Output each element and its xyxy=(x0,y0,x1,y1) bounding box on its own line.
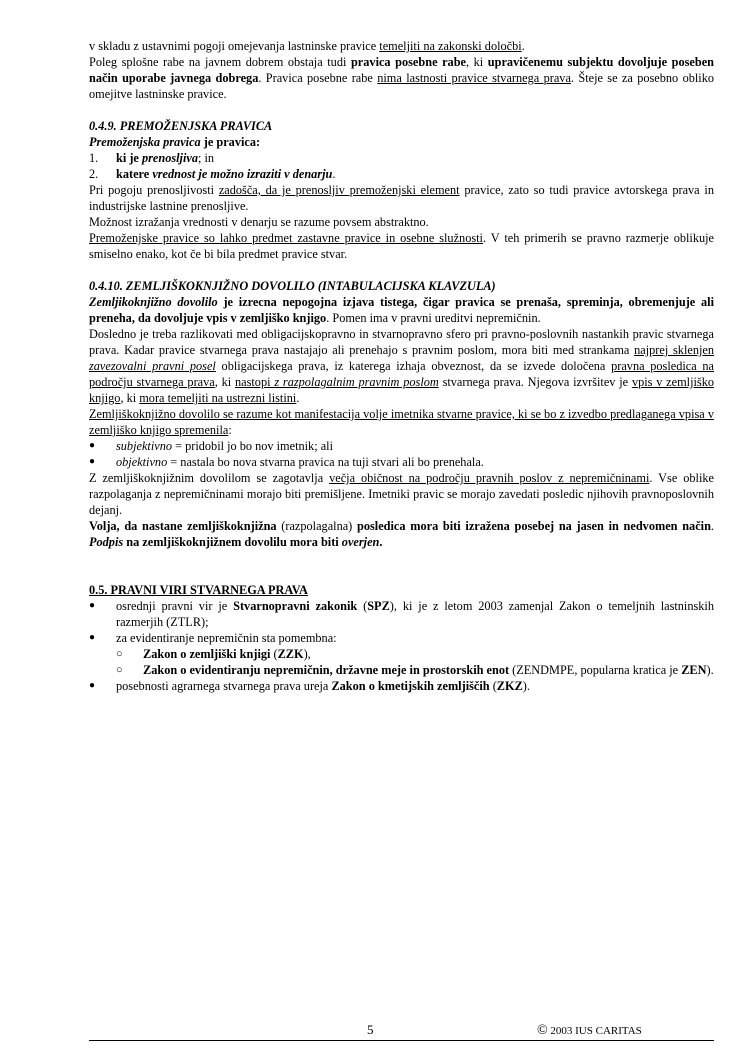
numbered-item xyxy=(89,166,714,182)
page-footer xyxy=(89,1022,714,1041)
bold-text: katere xyxy=(116,167,153,181)
item-number: 1. xyxy=(89,151,99,165)
underlined-text: pravna posledica na področju stvarnega prava xyxy=(89,359,714,389)
copyright-text: 2003 IUS CARITAS xyxy=(547,1025,642,1037)
underlined-text: večja običnost na področju pravnih poslov z nepremičninami xyxy=(329,471,650,485)
text: , ki xyxy=(120,391,140,405)
bold-italic-text: overjen xyxy=(341,535,380,549)
text: za evidentiranje nepremičnin sta pomembna: xyxy=(116,631,337,645)
section-0-5 xyxy=(89,582,714,694)
sub-list xyxy=(116,646,714,678)
text: Pri pogoju prenosljivosti xyxy=(89,183,219,197)
text: . V teh primerih se pravno razmerje oblikuje smiselno enako, kot če bi bila predmet pravice stvar. xyxy=(89,231,714,261)
text: pravice, zato so tudi pravice avtorskega prava in industrijske lastnine prenosljive. xyxy=(89,183,714,213)
list-item xyxy=(89,678,714,694)
bold-text: Stvarnopravni zakonik xyxy=(233,599,358,613)
underlined-text: Zemljiškoknjižno dovolilo se razume kot manifestacija volje imetnika stvarne pravice, ki se bo z izvedbo predlaganega vpisa v zemljiško knjigo spremenila xyxy=(89,407,714,437)
item-number: 2. xyxy=(89,167,99,181)
text: obligacijskega prava, iz katerega izhaja obveznost, da se izvede določena xyxy=(215,359,612,373)
bold-text: Zakon o zemljiški knjigi xyxy=(143,647,271,661)
bold-text: SPZ xyxy=(367,599,390,613)
text: . Šteje se za posebno obliko omejitve lastninske pravice. xyxy=(89,71,714,101)
text: ). xyxy=(522,679,530,693)
text: , ki xyxy=(214,375,235,389)
text: ( xyxy=(489,679,497,693)
defined-term: Zemljikoknjižno dovolilo xyxy=(89,295,218,309)
section-heading: 0.4.9. PREMOŽENJSKA PRAVICA xyxy=(89,119,273,133)
underlined-text: zadošča, da je prenosljiv premoženjski element xyxy=(218,183,460,197)
text: ; in xyxy=(198,151,215,165)
bold-text: posledica mora biti izražena posebej na jasen in nedvomen način xyxy=(357,519,711,533)
text: ), xyxy=(303,647,311,661)
bold-italic-text: vrednost je možno izraziti v denarju xyxy=(152,167,333,181)
text: . xyxy=(296,391,300,405)
underlined-text: temeljiti na zakonski določbi xyxy=(379,39,522,53)
text: v skladu z ustavnimi pogoji omejevanja lastninske pravice xyxy=(89,39,380,53)
paragraph-special-use xyxy=(89,38,714,102)
bold-italic-text: Podpis xyxy=(89,535,124,549)
text: (razpolagalna) xyxy=(276,519,357,533)
bold-text: . xyxy=(379,535,383,549)
underlined-text: najprej sklenjen xyxy=(634,343,714,357)
text: stvarnega prava. Njegova izvršitev je xyxy=(438,375,632,389)
text: , ki xyxy=(466,55,488,69)
paragraph xyxy=(89,470,714,518)
numbered-item xyxy=(89,150,714,166)
heading-text: 0.5. PRAVNI VIRI STVARNEGA PRAVA xyxy=(89,583,308,597)
paragraph xyxy=(89,406,714,438)
underlined-italic-text: zavezovalni pravni posel xyxy=(89,359,216,373)
copyright-icon: © xyxy=(537,1023,548,1038)
text: . xyxy=(521,39,525,53)
text: : xyxy=(228,423,232,437)
page-body xyxy=(89,38,714,694)
copyright-notice xyxy=(537,1022,642,1039)
defined-term: Premoženjska pravica xyxy=(89,135,201,149)
section-heading: 0.4.10. ZEMLJIŠKOKNJIŽNO DOVOLILO (INTABULACIJSKA KLAVZULA) xyxy=(89,279,496,293)
text: je pravica: xyxy=(200,135,261,149)
underlined-text: vpis v zemljiško knjigo xyxy=(89,375,714,405)
definition xyxy=(89,294,714,326)
bold-text: ZEN xyxy=(681,663,707,677)
bold-text: pravica posebne rabe xyxy=(350,55,466,69)
italic-term: subjektivno xyxy=(116,439,173,453)
paragraph xyxy=(89,518,714,550)
bold-text: ki je xyxy=(116,151,142,165)
text: osrednji pravni vir je xyxy=(116,599,234,613)
text: . Pravica posebne rabe xyxy=(258,71,378,85)
section-0-4-9 xyxy=(89,118,714,262)
text: ), ki je z letom 2003 zamenjal Zakon o temeljnih lastninskih razmerjih (ZTLR); xyxy=(116,599,714,629)
paragraph xyxy=(89,182,714,214)
list-item xyxy=(89,438,714,454)
underlined-italic-text: z razpolagalnim pravnim poslom xyxy=(274,375,439,389)
bold-text: je izrecna nepogojna izjava tistega, čigar pravica se prenaša, spreminja, obremenjuje ali preneha, da dovoljuje vpis v zemljiško knjigo xyxy=(89,295,714,325)
text: ). xyxy=(706,663,714,677)
text: . Vse oblike razpolaganja z nepremičninami morajo biti premišljene. Imetniki pravic se morajo zavedati posledic njihovih pravnoposlovnih dejanj. xyxy=(89,471,714,517)
bold-text: ZZK xyxy=(277,647,304,661)
text: Poleg splošne rabe na javnem dobrem obstaja tudi xyxy=(89,55,351,69)
paragraph xyxy=(89,326,714,406)
sub-list-item xyxy=(116,646,714,662)
page-number: 5 xyxy=(367,1022,374,1037)
bold-text: Zakon o kmetijskih zemljiščih xyxy=(331,679,490,693)
paragraph xyxy=(89,230,714,262)
text: = nastala bo nova stvarna pravica na tuji stvari ali bo prenehala. xyxy=(167,455,484,469)
list-item xyxy=(89,598,714,630)
underlined-text: mora temeljiti na ustrezni listini xyxy=(139,391,297,405)
bold-text: Zakon o evidentiranju nepremičnin, državne meje in prostorskih enot xyxy=(143,663,510,677)
text: ( xyxy=(270,647,278,661)
bullet-list xyxy=(89,438,714,470)
underlined-text: nima lastnosti pravice stvarnega prava xyxy=(377,71,571,85)
section-heading xyxy=(89,582,714,598)
bold-italic-text: prenosljiva xyxy=(141,151,198,165)
text: . xyxy=(332,167,336,181)
text: ( xyxy=(357,599,368,613)
bold-text: Volja, da nastane zemljiškoknjižna xyxy=(89,519,277,533)
bold-text: ZKZ xyxy=(496,679,523,693)
text: Z zemljiškoknjižnim dovolilom se zagotavlja xyxy=(89,471,330,485)
italic-term: objektivno xyxy=(116,455,168,469)
list-item xyxy=(89,630,714,678)
list-item xyxy=(89,454,714,470)
text: . Pomen ima v pravni ureditvi nepremičnin. xyxy=(326,311,541,325)
bold-text: upravičenemu subjektu dovoljuje poseben način uporabe javnega dobrega xyxy=(89,55,714,85)
text: = pridobil jo bo nov imetnik; ali xyxy=(172,439,333,453)
text: . xyxy=(710,519,714,533)
sub-list-item xyxy=(116,662,714,678)
underlined-text: Premoženjske pravice so lahko predmet zastavne pravice in osebne služnosti xyxy=(89,231,483,245)
text: Dosledno je treba razlikovati med obligacijskopravno in stvarnopravno sfero pri pravno-poslovnih nastankih pravic stvarnega prava. Kadar pravice stvarnega prava nastajajo ali prenehajo s pravnim poslom, mora biti med strankama xyxy=(89,327,714,357)
text: posebnosti agrarnega stvarnega prava ureja xyxy=(116,679,332,693)
paragraph: Možnost izražanja vrednosti v denarju se razume povsem abstraktno. xyxy=(89,215,429,229)
section-0-4-10 xyxy=(89,278,714,550)
bullet-list xyxy=(89,598,714,694)
bold-text: na zemljiškoknjižnem dovolilu mora biti xyxy=(123,535,342,549)
definition xyxy=(89,134,714,150)
underlined-text: nastopi xyxy=(234,375,271,389)
text: (ZENDMPE, popularna kratica je xyxy=(509,663,682,677)
